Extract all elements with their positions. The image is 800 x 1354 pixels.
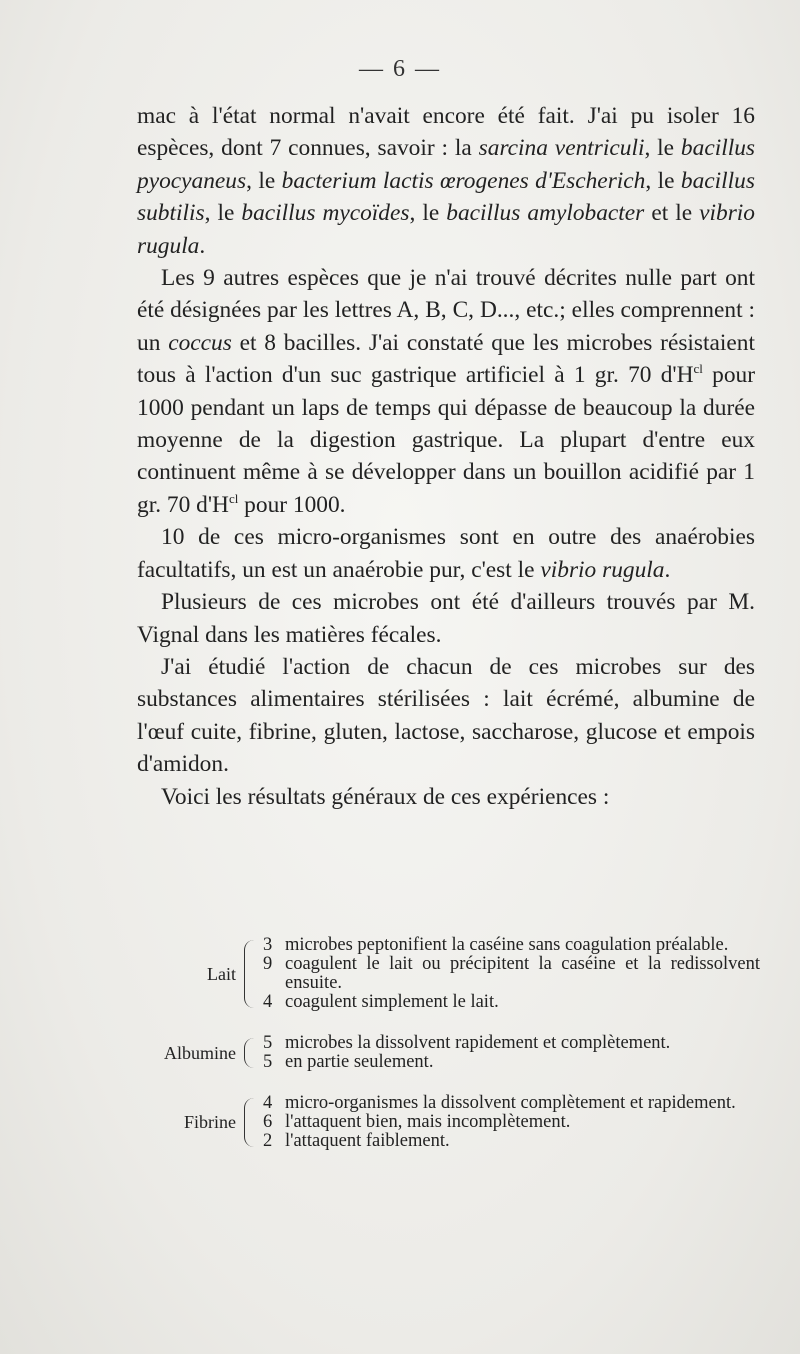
list-item [263, 955, 760, 993]
text-segment: . [199, 232, 206, 259]
paragraph [137, 262, 755, 521]
paragraph [137, 521, 755, 586]
paragraph [137, 586, 755, 651]
item-count: 5 [263, 1033, 273, 1053]
item-count: 3 [263, 935, 273, 955]
item-count: 5 [263, 1052, 273, 1072]
item-text: microbes la dissolvent rapidement et complètement. [285, 1033, 671, 1053]
item-text: micro-organismes la dissolvent complètement et rapidement. [285, 1093, 736, 1113]
text-segment: , le [645, 167, 681, 194]
text-segment: pour 1000. [238, 491, 346, 518]
superscript-text: cl [693, 361, 703, 377]
result-group [140, 936, 760, 1012]
item-text: en partie seulement. [285, 1052, 434, 1072]
group-label: Fibrine [184, 1112, 236, 1132]
results-list [140, 936, 760, 1173]
list-item [263, 993, 760, 1012]
item-count: 2 [263, 1131, 273, 1151]
group-items [263, 936, 760, 1012]
italic-text: bacillus subtilis [137, 167, 755, 227]
text-segment: et le [644, 200, 700, 227]
list-item [263, 1094, 760, 1113]
result-group [140, 1094, 760, 1151]
item-count: 6 [263, 1112, 273, 1132]
text-segment: , le [246, 167, 282, 194]
text-segment: mac à l'état normal n'avait encore été fait. J'ai pu isoler 16 espèces, dont 7 connues, savoir : la [137, 103, 755, 162]
list-item [263, 1132, 760, 1151]
list-item [263, 1034, 760, 1053]
group-items [263, 1034, 760, 1072]
list-item [263, 1113, 760, 1132]
italic-text: coccus [168, 329, 232, 356]
text-segment: , le [644, 135, 681, 162]
text-segment: . [664, 556, 671, 583]
page-number: — 6 — [359, 56, 441, 82]
superscript-text: cl [228, 490, 239, 506]
list-item [263, 1053, 760, 1072]
body-text [137, 100, 755, 813]
item-text: coagulent le lait ou précipitent la caséine et la redissolvent ensuite. [285, 954, 760, 993]
brace-icon [244, 1098, 255, 1147]
result-group [140, 1034, 760, 1072]
list-item [263, 936, 760, 955]
text-segment: pour 1000 pendant un laps de temps qui dépasse de beaucoup la durée moyenne de la digestion gastrique. La plupart d'entre eux continuent même à se développer dans un bouillon acidifié par 1 gr. 70 d'H [137, 362, 755, 518]
text-segment: Plusieurs de ces microbes ont été d'ailleurs trouvés par M. Vignal dans les matières fécales. [137, 589, 755, 648]
group-label: Albumine [164, 1042, 236, 1063]
text-segment: J'ai étudié l'action de chacun de ces microbes sur des substances alimentaires stérilisées : lait écrémé, albumine de l'œuf cuite, fibrine, gluten, lactose, saccharose, glucose et empois d'amidon. [137, 653, 755, 778]
italic-text: vibrio rugula [540, 556, 665, 583]
item-count: 4 [263, 992, 273, 1012]
text-segment: 10 de ces micro-organismes sont en outre des anaérobies facultatifs, un est un anaérobie pur, c'est le [137, 524, 755, 583]
italic-text: vibrio rugula [137, 200, 755, 259]
item-text: l'attaquent bien, mais incomplètement. [285, 1112, 571, 1132]
paragraph [137, 100, 755, 262]
text-segment: , le [409, 200, 447, 227]
text-segment: Les 9 autres espèces que je n'ai trouvé décrites nulle part ont été désignées par les lettres A, B, C, D..., etc.; elles comprennent : un [137, 265, 755, 356]
text-segment: Voici les résultats généraux de ces expériences : [161, 783, 610, 810]
item-count: 4 [263, 1093, 273, 1113]
item-text: microbes peptonifient la caséine sans coagulation préalable. [285, 935, 729, 955]
paragraph [137, 651, 755, 781]
text-segment: , le [204, 200, 242, 227]
brace-icon [244, 940, 255, 1008]
text-segment: et 8 bacilles. J'ai constaté que les microbes résistaient tous à l'action d'un suc gastrique artificiel à 1 gr. 70 d'H [137, 329, 755, 389]
italic-text: bacillus mycoïdes [241, 200, 410, 227]
group-label: Lait [207, 963, 236, 984]
italic-text: bacillus amylobacter [446, 200, 645, 227]
brace-icon [244, 1038, 255, 1068]
italic-text: sarcina ventriculi [478, 135, 645, 162]
italic-text: bacterium lactis œrogenes d'Escherich [281, 167, 646, 194]
item-count: 9 [263, 954, 273, 974]
item-text: l'attaquent faiblement. [285, 1131, 450, 1151]
item-text: coagulent simplement le lait. [285, 992, 499, 1012]
group-items [263, 1094, 760, 1151]
italic-text: bacillus pyocyaneus [137, 135, 755, 194]
paragraph [137, 781, 755, 813]
